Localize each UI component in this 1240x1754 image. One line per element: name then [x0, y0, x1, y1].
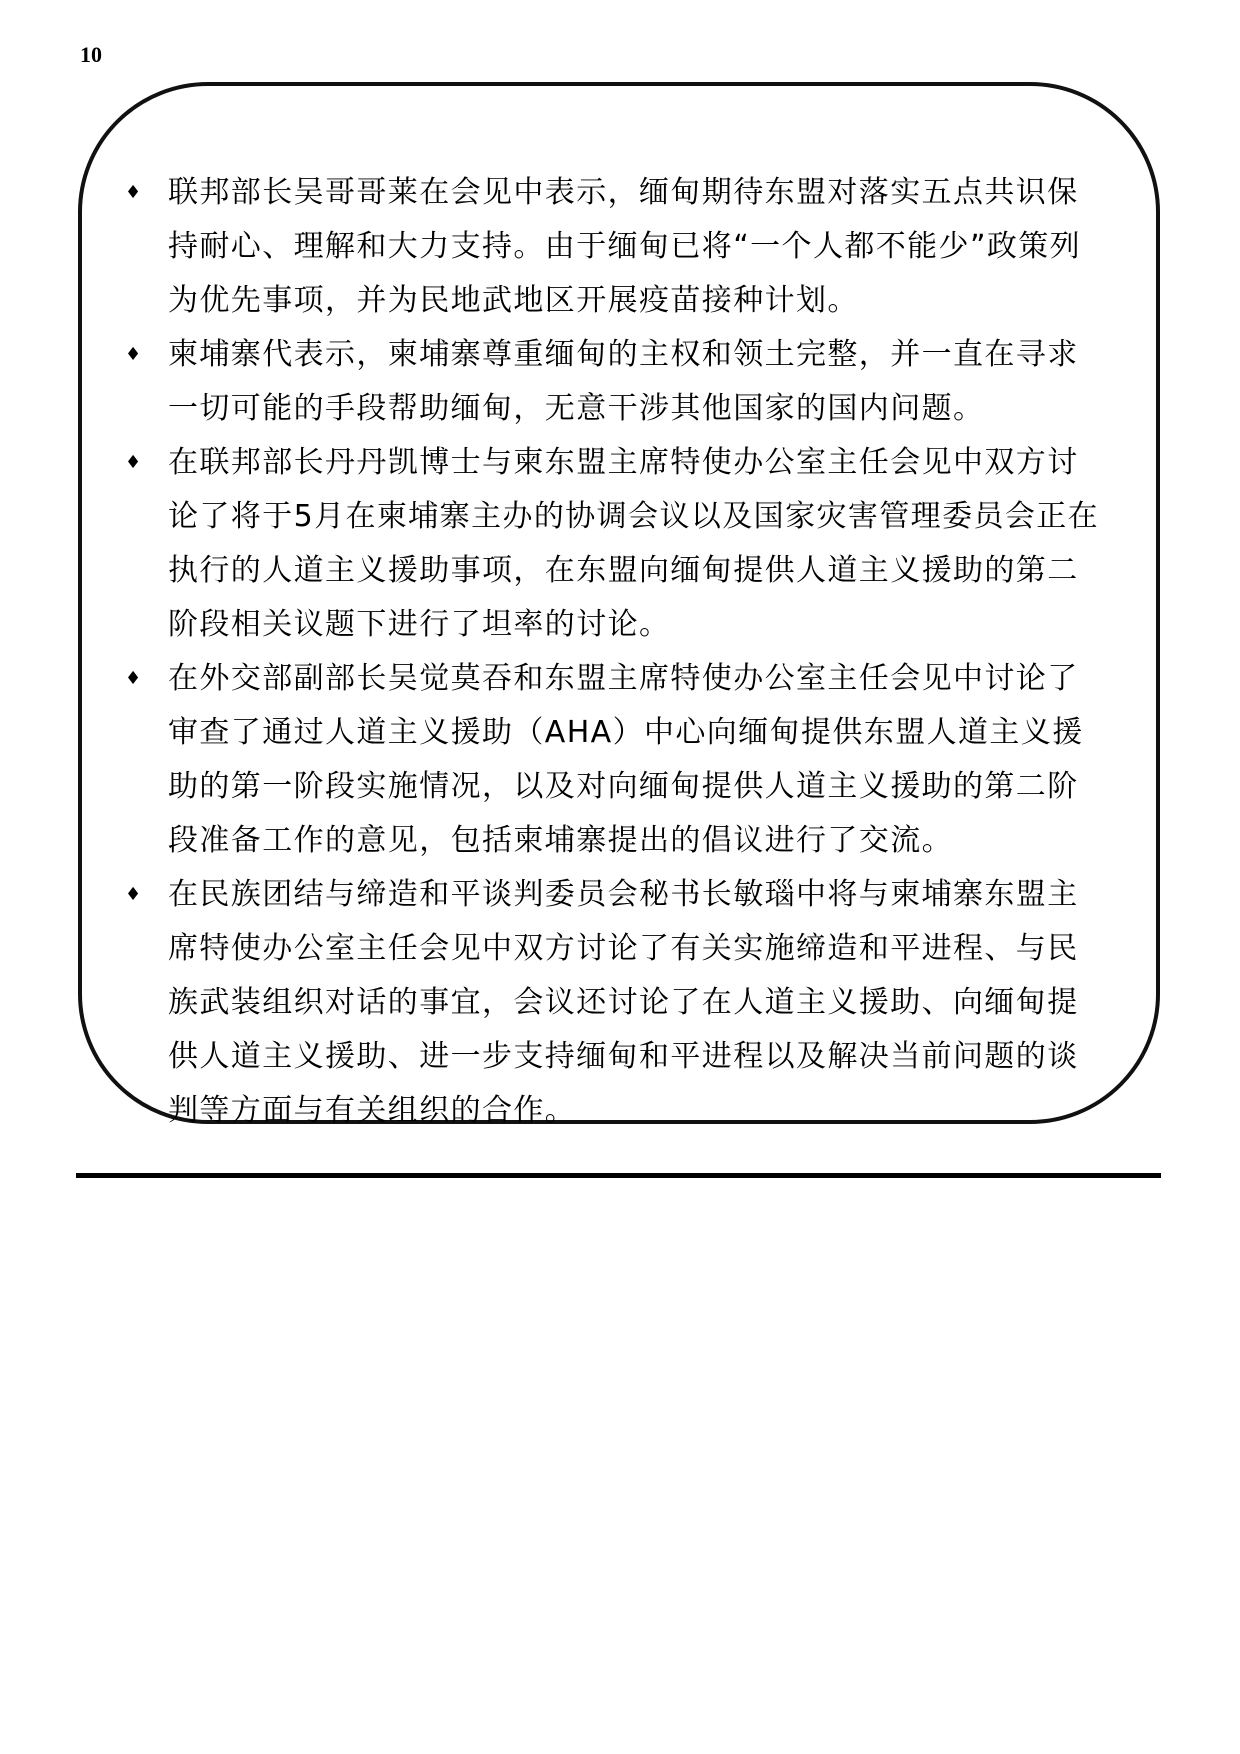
bullet-list: [82, 166, 1156, 1138]
bullet-text: 联邦部长吴哥哥莱在会见中表示，缅甸期待东盟对落实五点共识保持耐心、理解和大力支持。由于缅甸已将“一个人都不能少”政策列为优先事项，并为民地武地区开展疫苗接种计划。: [168, 175, 1082, 318]
bullet-item: [82, 868, 1156, 1138]
bullet-item: [82, 436, 1156, 652]
diamond-bullet-icon: ♦: [125, 884, 143, 905]
diamond-bullet-icon: ♦: [125, 344, 143, 365]
bullet-item: [82, 652, 1156, 868]
bullet-text: 在民族团结与缔造和平谈判委员会秘书长敏瑙中将与柬埔寨东盟主席特使办公室主任会见中双方讨论了有关实施缔造和平进程、与民族武装组织对话的事宜，会议还讨论了在人道主义援助、向缅甸提供人道主义援助、进一步支持缅甸和平进程以及解决当前问题的谈判等方面与有关组织的合作。: [168, 877, 1079, 1128]
bullet-text: 在外交部副部长吴觉莫吞和东盟主席特使办公室主任会见中讨论了审查了通过人道主义援助（AHA）中心向缅甸提供东盟人道主义援助的第一阶段实施情况，以及对向缅甸提供人道主义援助的第二阶段准备工作的意见，包括柬埔寨提出的倡议进行了交流。: [168, 661, 1084, 858]
bullet-item: [82, 166, 1156, 328]
diamond-bullet-icon: ♦: [125, 452, 143, 473]
bullet-text: 在联邦部长丹丹凯博士与柬东盟主席特使办公室主任会见中双方讨论了将于5月在柬埔寨主办的协调会议以及国家灾害管理委员会正在执行的人道主义援助事项，在东盟向缅甸提供人道主义援助的第二阶段相关议题下进行了坦率的讨论。: [168, 445, 1100, 642]
diamond-bullet-icon: ♦: [125, 182, 143, 203]
diamond-bullet-icon: ♦: [125, 668, 143, 689]
bullet-text: 柬埔寨代表示，柬埔寨尊重缅甸的主权和领土完整，并一直在寻求一切可能的手段帮助缅甸，无意干涉其他国家的国内问题。: [168, 337, 1079, 426]
callout-box: [78, 82, 1160, 1128]
page-number: 10: [80, 42, 102, 67]
horizontal-divider: [76, 1173, 1161, 1178]
bullet-item: [82, 328, 1156, 436]
